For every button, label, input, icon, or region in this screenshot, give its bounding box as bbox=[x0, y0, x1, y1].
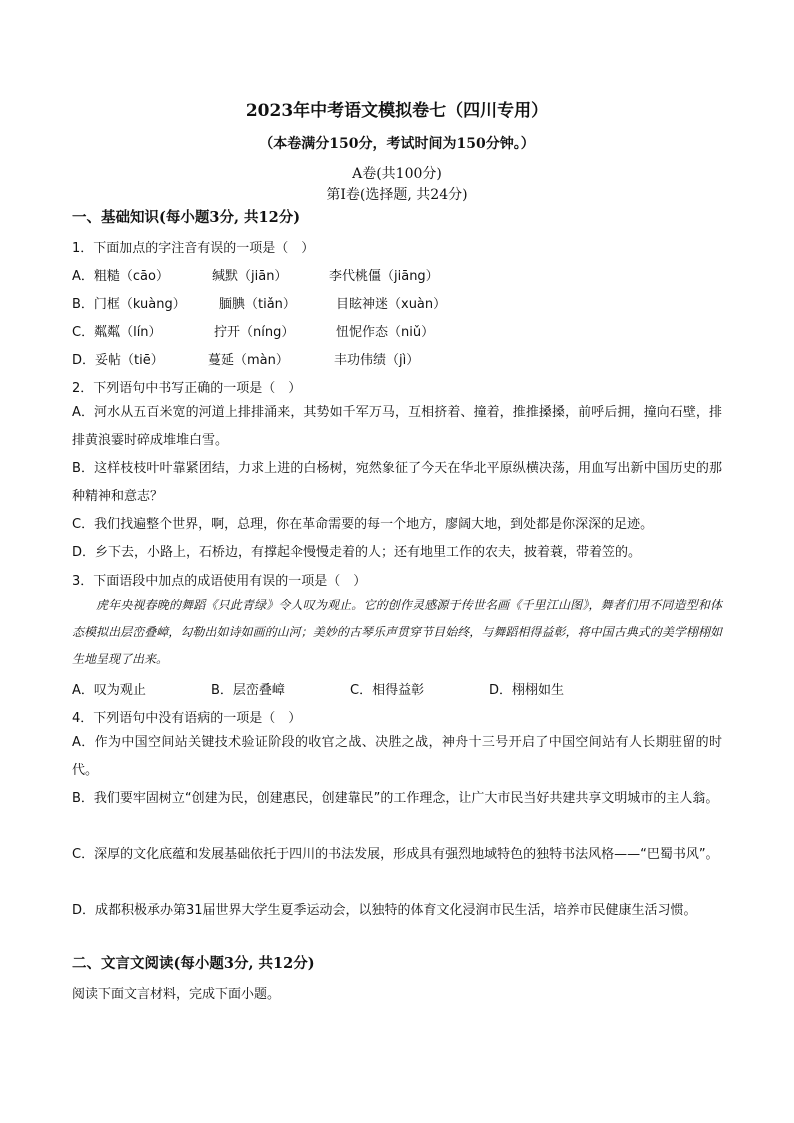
q1-b-1: B．门框（kuàng） bbox=[72, 297, 186, 312]
q3-option-c: C．相得益彰 bbox=[350, 683, 425, 698]
q1-b-3: 目眩神迷（xuàn） bbox=[336, 297, 447, 312]
q4-option-b: B．我们要牢固树立“创建为民，创建惠民，创建靠民”的工作理念，让广大市民当好共建共享文明城市的主人翁。 bbox=[72, 791, 719, 806]
q1-row-b bbox=[72, 293, 446, 312]
q3-passage: 虎年央视春晚的舞蹈《只此青绿》令人叹为观止。它的创作灵感源于传世名画《千里江山图》，舞者们用不同造型和体态模拟出层峦叠嶂，勾勒出如诗如画的山河；美妙的古琴乐声贯穿节目始终，与舞蹈相得益彰，将中国古典式的美学栩栩如生地呈现了出来。 bbox=[72, 598, 722, 666]
q1-b-2: 腼腆（tiǎn） bbox=[219, 297, 296, 312]
q3-option-d: D．栩栩如生 bbox=[489, 683, 565, 698]
q1-a-2: 缄默（jiān） bbox=[212, 269, 288, 284]
volume-label: A卷(共100分) bbox=[352, 166, 442, 182]
page-title: 2023年中考语文模拟卷七（四川专用） bbox=[245, 101, 549, 121]
q1-c-3: 忸怩作态（niǔ） bbox=[336, 325, 435, 340]
q1-c-1: C．粼粼（lín） bbox=[72, 325, 162, 340]
q2-option-c: C．我们找遍整个世界，啊，总理，你在革命需要的每一个地方，廖阔大地，到处都是你深深的足迹。 bbox=[72, 517, 654, 532]
q4-option-a: A．作为中国空间站关键技术验证阶段的收官之战、决胜之战，神舟十三号开启了中国空间站有人长期驻留的时代。 bbox=[72, 735, 722, 778]
question-2-stem: 2．下列语句中书写正确的一项是（ ） bbox=[72, 381, 302, 396]
section-heading-classical: 二、文言文阅读(每小题3分, 共12分) bbox=[72, 955, 315, 972]
q2-option-d: D．乡下去，小路上，石桥边，有撑起伞慢慢走着的人；还有地里工作的农夫，披着蓑，带着笠的。 bbox=[72, 545, 642, 560]
q3-option-b: B．层峦叠嶂 bbox=[211, 683, 285, 698]
q1-d-2: 蔓延（màn） bbox=[208, 353, 289, 368]
q1-row-c bbox=[72, 321, 434, 340]
q1-row-d bbox=[72, 349, 419, 368]
question-4-stem: 4．下列语句中没有语病的一项是（ ） bbox=[72, 711, 302, 726]
q1-a-3: 李代桃僵（jiāng） bbox=[329, 269, 439, 284]
q1-c-2: 拧开（níng） bbox=[214, 325, 295, 340]
question-1-stem: 1．下面加点的字注音有误的一项是（ ） bbox=[72, 241, 315, 256]
q3-options bbox=[72, 679, 564, 698]
q3-option-a: A．叹为观止 bbox=[72, 683, 146, 698]
part-label: 第Ⅰ卷(选择题, 共24分) bbox=[326, 187, 468, 203]
section-heading-basic: 一、基础知识(每小题3分, 共12分) bbox=[72, 209, 301, 226]
section2-intro: 阅读下面文言材料，完成下面小题。 bbox=[72, 987, 281, 1002]
q4-option-d: D．成都积极承办第31届世界大学生夏季运动会，以独特的体育文化浸润市民生活，培养市民健康生活习惯。 bbox=[72, 903, 697, 918]
q2-option-b: B．这样枝枝叶叶靠紧团结，力求上进的白杨树，宛然象征了今天在华北平原纵横决荡，用血写出新中国历史的那种精神和意志？ bbox=[72, 461, 722, 504]
exam-info: （本卷满分150分，考试时间为150分钟。） bbox=[259, 136, 535, 152]
q1-d-3: 丰功伟绩（jì） bbox=[334, 353, 420, 368]
q2-option-a: A．河水从五百米宽的河道上排排涌来，其势如千军万马，互相挤着、撞着，推推搡搡，前呼后拥，撞向石壁，排排黄浪霎时碎成堆堆白雪。 bbox=[72, 405, 722, 448]
q1-d-1: D．妥帖（tiē） bbox=[72, 353, 164, 368]
q4-option-c: C．深厚的文化底蕴和发展基础依托于四川的书法发展，形成具有强烈地域特色的独特书法风格——“巴蜀书风”。 bbox=[72, 847, 719, 862]
q1-row-a bbox=[72, 265, 439, 284]
question-3-stem: 3．下面语段中加点的成语使用有误的一项是（ ） bbox=[72, 574, 367, 589]
q1-a-1: A．粗糙（cāo） bbox=[72, 269, 169, 284]
